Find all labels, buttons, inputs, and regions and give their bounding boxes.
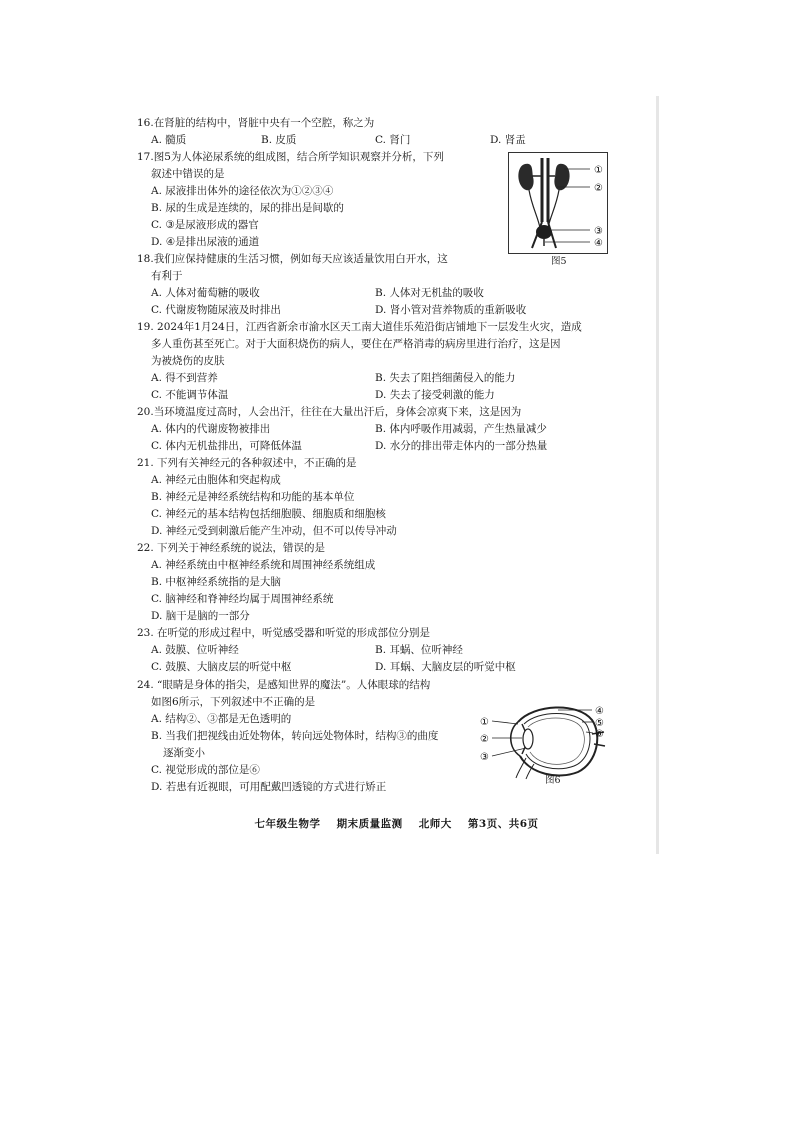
q21-option-d: D. 神经元受到刺激后能产生冲动，但不可以传导冲动 <box>151 525 397 537</box>
q16-option-d: D. 肾盂 <box>490 134 526 146</box>
q24-option-d: D. 若患有近视眼，可用配戴凹透镜的方式进行矫正 <box>151 781 387 793</box>
q19-option-c: C. 不能调节体温 <box>151 389 229 401</box>
q17-option-b: B. 尿的生成是连续的，尿的排出是间歇的 <box>151 202 344 214</box>
fig6-label-2: ② <box>480 734 489 745</box>
q18-stem-line1: 18.我们应保持健康的生活习惯，例如每天应该适量饮用白开水，这 <box>137 253 448 265</box>
q18-option-a: A. 人体对葡萄糖的吸收 <box>151 287 260 299</box>
q22-option-b: B. 中枢神经系统指的是大脑 <box>151 576 281 588</box>
q17-option-d: D. ④是排出尿液的通道 <box>151 236 260 248</box>
q23-option-c: C. 鼓膜、大脑皮层的听觉中枢 <box>151 661 292 673</box>
q20-option-a: A. 体内的代谢废物被排出 <box>151 423 271 435</box>
q24-stem-line2: 如图6所示，下列叙述中不正确的是 <box>151 696 316 708</box>
q19-option-d: D. 失去了接受刺激的能力 <box>375 389 495 401</box>
q22-option-a: A. 神经系统由中枢神经系统和周围神经系统组成 <box>151 559 376 571</box>
q19-option-b: B. 失去了阻挡细菌侵入的能力 <box>375 372 516 384</box>
q22-stem: 22. 下列关于神经系统的说法，错误的是 <box>137 542 326 554</box>
q21-option-b: B. 神经元是神经系统结构和功能的基本单位 <box>151 491 355 503</box>
q19-stem-line1: 19. 2024年1月24日，江西省新余市渝水区天工南大道佳乐苑沿街店铺地下一层发生火灾，造成 <box>137 321 582 333</box>
q19-stem-line2: 多人重伤甚至死亡。对于大面积烧伤的病人，要住在严格消毒的病房里进行治疗，这是因 <box>151 338 561 350</box>
q23-option-a: A. 鼓膜、位听神经 <box>151 644 239 656</box>
figure6-eyeball <box>478 700 608 780</box>
q23-option-b: B. 耳蜗、位听神经 <box>375 644 463 656</box>
q24-option-a: A. 结构②、③都是无色透明的 <box>151 713 292 725</box>
figure5-caption: 图5 <box>551 256 567 267</box>
fig5-label-1: ① <box>594 165 603 176</box>
q23-stem: 23. 在听觉的形成过程中，听觉感受器和听觉的形成部位分别是 <box>137 627 431 639</box>
q18-option-c: C. 代谢废物随尿液及时排出 <box>151 304 281 316</box>
q20-option-b: B. 体内呼吸作用减弱，产生热量减少 <box>375 423 547 435</box>
q21-stem: 21. 下列有关神经元的各种叙述中，不正确的是 <box>137 457 357 469</box>
q20-option-c: C. 体内无机盐排出，可降低体温 <box>151 440 302 452</box>
figure6-caption: 图6 <box>545 775 561 786</box>
q18-stem-line2: 有利于 <box>151 270 183 282</box>
footer-subject: 七年级生物学 <box>254 818 321 830</box>
q19-stem-line3: 为被烧伤的皮肤 <box>151 355 225 367</box>
q22-option-c: C. 脑神经和脊神经均属于周围神经系统 <box>151 593 334 605</box>
q24-stem-line1: 24. “眼睛是身体的指尖，是感知世界的魔法”。人体眼球的结构 <box>137 679 431 691</box>
page-footer <box>0 816 793 831</box>
q16-option-c: C. 肾门 <box>375 134 411 146</box>
q20-stem: 20.当环境温度过高时，人会出汗，往往在大量出汗后，身体会凉爽下来，这是因为 <box>137 406 522 418</box>
q17-option-a: A. 尿液排出体外的途径依次为①②③④ <box>151 185 334 197</box>
q22-option-d: D. 脑干是脑的一部分 <box>151 610 250 622</box>
q21-option-a: A. 神经元由胞体和突起构成 <box>151 474 281 486</box>
fig5-label-3: ③ <box>594 226 603 237</box>
footer-edition: 北师大 <box>418 818 452 830</box>
q24-option-c: C. 视觉形成的部位是⑥ <box>151 764 260 776</box>
q16-stem: 16.在肾脏的结构中，肾脏中央有一个空腔，称之为 <box>137 117 375 129</box>
fig6-label-6: ⑥ <box>595 729 604 740</box>
q21-option-c: C. 神经元的基本结构包括细胞膜、细胞质和细胞核 <box>151 508 386 520</box>
fig6-label-1: ① <box>480 717 489 728</box>
q17-stem-line1: 17.图5为人体泌尿系统的组成图，结合所学知识观察并分析，下列 <box>137 151 444 163</box>
footer-page-number: 第3页、共6页 <box>467 818 539 830</box>
q20-option-d: D. 水分的排出带走体内的一部分热量 <box>375 440 548 452</box>
q19-option-a: A. 得不到营养 <box>151 372 218 384</box>
fig5-label-2: ② <box>594 183 603 194</box>
q17-stem-line2: 叙述中错误的是 <box>151 168 225 180</box>
q24-option-b-line2: 逐渐变小 <box>163 747 205 759</box>
q16-option-a: A. 髓质 <box>151 134 187 146</box>
q23-option-d: D. 耳蜗、大脑皮层的听觉中枢 <box>375 661 516 673</box>
q24-option-b-line1: B. 当我们把视线由近处物体，转向远处物体时，结构③的曲度 <box>151 730 439 742</box>
figure5-urinary-system <box>508 152 608 254</box>
footer-exam: 期末质量监测 <box>336 818 403 830</box>
q18-option-b: B. 人体对无机盐的吸收 <box>375 287 484 299</box>
fig6-label-3: ③ <box>480 752 489 763</box>
q17-option-c: C. ③是尿液形成的器官 <box>151 219 259 231</box>
q16-option-b: B. 皮质 <box>261 134 297 146</box>
q18-option-d: D. 肾小管对营养物质的重新吸收 <box>375 304 527 316</box>
fig5-label-4: ④ <box>594 238 603 249</box>
scan-edge <box>656 96 659 854</box>
fig6-label-5: ⑤ <box>595 718 604 729</box>
fig6-label-4: ④ <box>595 706 604 717</box>
